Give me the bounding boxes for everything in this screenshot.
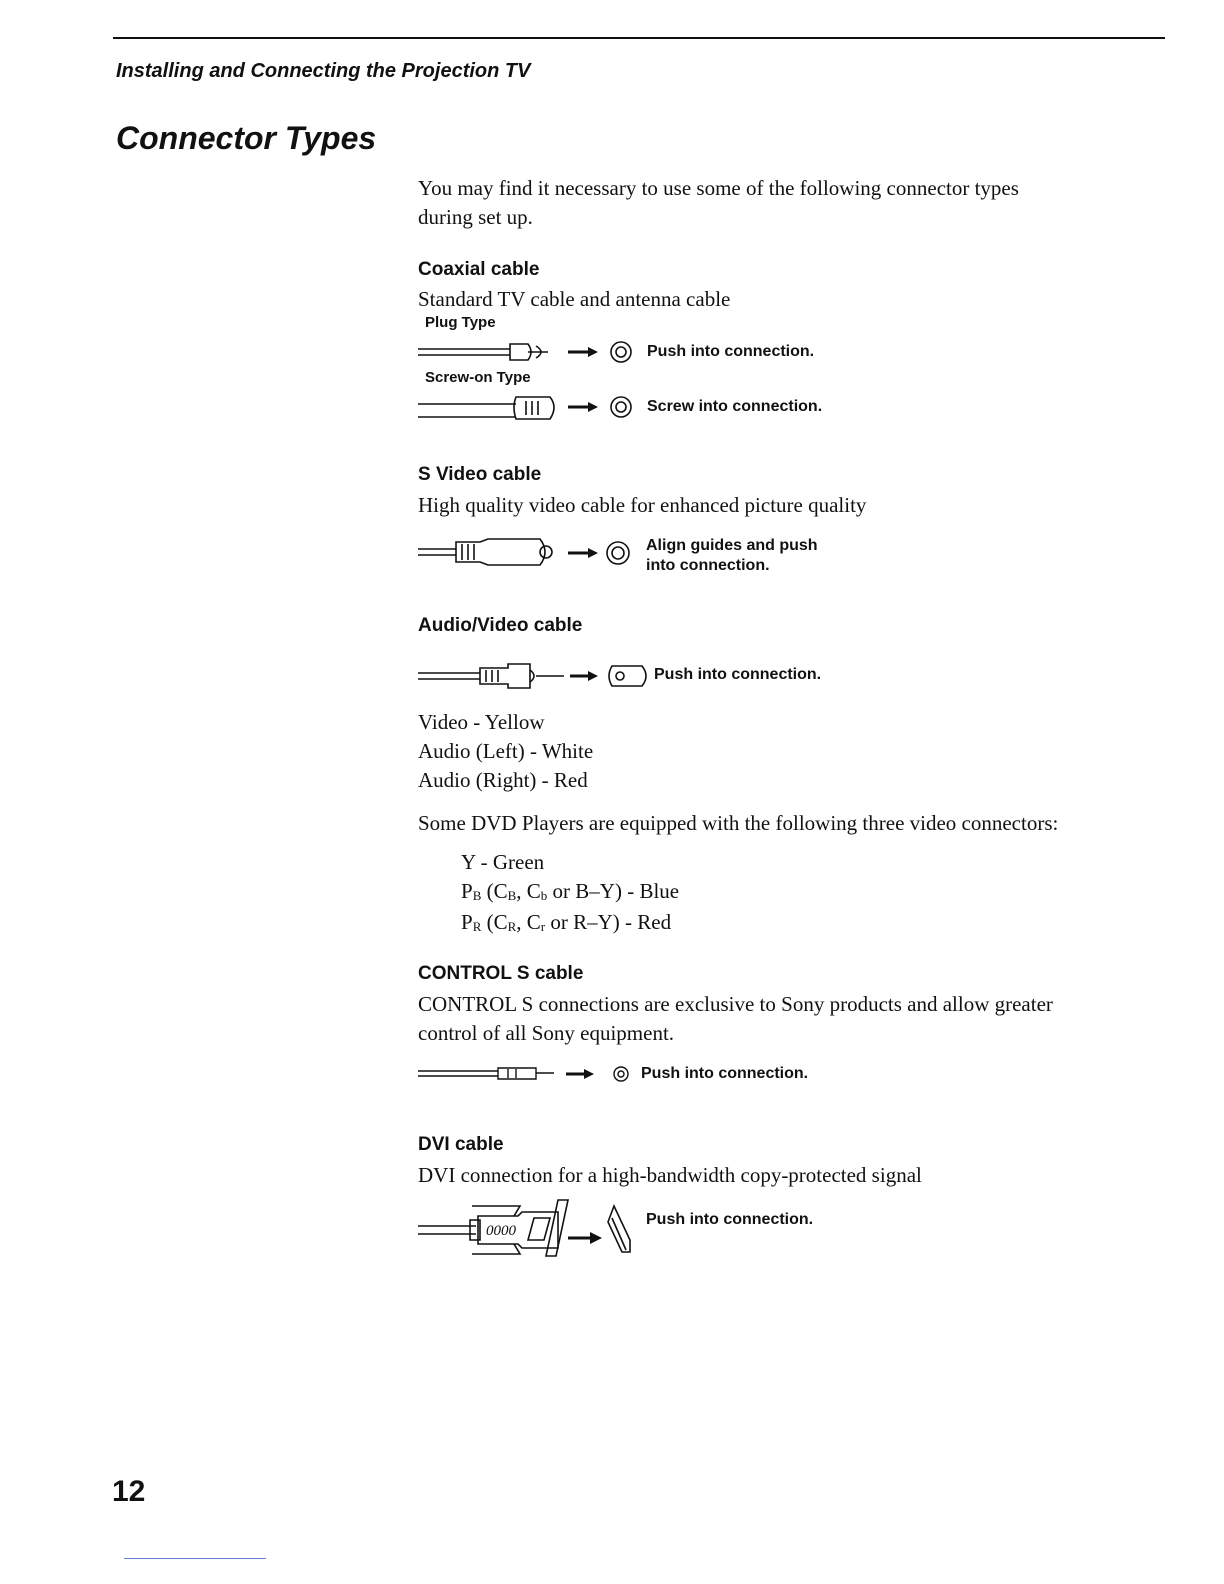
audio-right-red: Audio (Right) - Red bbox=[418, 768, 588, 792]
intro-paragraph bbox=[418, 174, 1019, 232]
svideo-caption bbox=[646, 536, 818, 576]
pr-cr-subscript: R bbox=[507, 919, 517, 934]
dvi-heading: DVI cable bbox=[418, 1134, 504, 1155]
dvi-caption: Push into connection. bbox=[646, 1211, 814, 1228]
control-s-desc-line-2: control of all Sony equipment. bbox=[418, 1021, 675, 1045]
av-cable-illustration bbox=[418, 660, 653, 692]
av-caption: Push into connection. bbox=[654, 666, 822, 683]
intro-line-2: during set up. bbox=[418, 205, 533, 229]
control-s-desc-line-1: CONTROL S connections are exclusive to Sony products and allow greater bbox=[418, 992, 1053, 1016]
pb-tail: or B–Y) - Blue bbox=[552, 879, 680, 903]
svideo-cable-illustration bbox=[418, 533, 643, 573]
control-s-description bbox=[418, 990, 1053, 1048]
page-title: Connector Types bbox=[116, 120, 377, 156]
header-rule bbox=[113, 37, 1165, 39]
control-s-cable-illustration bbox=[418, 1062, 638, 1086]
pr-open: (C bbox=[486, 910, 508, 934]
plug-type-label: Plug Type bbox=[425, 314, 496, 331]
section-header: Installing and Connecting the Projection TV bbox=[116, 60, 531, 82]
plug-caption: Push into connection. bbox=[647, 343, 815, 360]
svideo-caption-line-2: into connection. bbox=[646, 557, 770, 574]
pb-blue bbox=[461, 877, 679, 908]
pb-open: (C bbox=[486, 879, 508, 903]
pr-cr2-subscript: r bbox=[540, 919, 546, 934]
page-number: 12 bbox=[112, 1475, 146, 1508]
screw-caption: Screw into connection. bbox=[647, 398, 823, 415]
control-s-caption: Push into connection. bbox=[641, 1065, 809, 1082]
dvi-pin-marks: 0000 bbox=[486, 1223, 516, 1239]
audio-left-white: Audio (Left) - White bbox=[418, 739, 594, 763]
pb-letter: P bbox=[461, 879, 473, 903]
pr-red bbox=[461, 908, 679, 939]
coaxial-heading: Coaxial cable bbox=[418, 259, 540, 280]
av-heading: Audio/Video cable bbox=[418, 615, 583, 636]
video-yellow: Video - Yellow bbox=[418, 710, 545, 734]
pb-subscript: B bbox=[472, 888, 482, 903]
pb-mid: , C bbox=[516, 879, 541, 903]
svideo-heading: S Video cable bbox=[418, 464, 542, 485]
svideo-description: High quality video cable for enhanced picture quality bbox=[418, 493, 867, 517]
dvd-intro: Some DVD Players are equipped with the following three video connectors: bbox=[418, 811, 1059, 835]
pr-mid: , C bbox=[516, 910, 541, 934]
pr-subscript: R bbox=[472, 919, 482, 934]
pr-tail: or R–Y) - Red bbox=[550, 910, 672, 934]
svideo-caption-line-1: Align guides and push bbox=[646, 537, 818, 554]
footer-rule bbox=[124, 1558, 266, 1559]
av-color-list bbox=[418, 708, 593, 795]
coaxial-description: Standard TV cable and antenna cable bbox=[418, 287, 731, 311]
control-s-heading: CONTROL S cable bbox=[418, 963, 584, 984]
component-list bbox=[461, 848, 679, 939]
dvi-description: DVI connection for a high-bandwidth copy-protected signal bbox=[418, 1163, 922, 1187]
pr-letter: P bbox=[461, 910, 473, 934]
pb-cb2-subscript: b bbox=[540, 888, 548, 903]
intro-line-1: You may find it necessary to use some of the following connector types bbox=[418, 176, 1019, 200]
y-green: Y - Green bbox=[461, 850, 545, 874]
pb-cb-subscript: B bbox=[507, 888, 517, 903]
coaxial-plug-illustration bbox=[418, 338, 648, 368]
screw-on-type-label: Screw-on Type bbox=[425, 369, 531, 386]
dvi-cable-illustration bbox=[418, 1196, 638, 1258]
coaxial-screw-illustration bbox=[418, 393, 648, 423]
